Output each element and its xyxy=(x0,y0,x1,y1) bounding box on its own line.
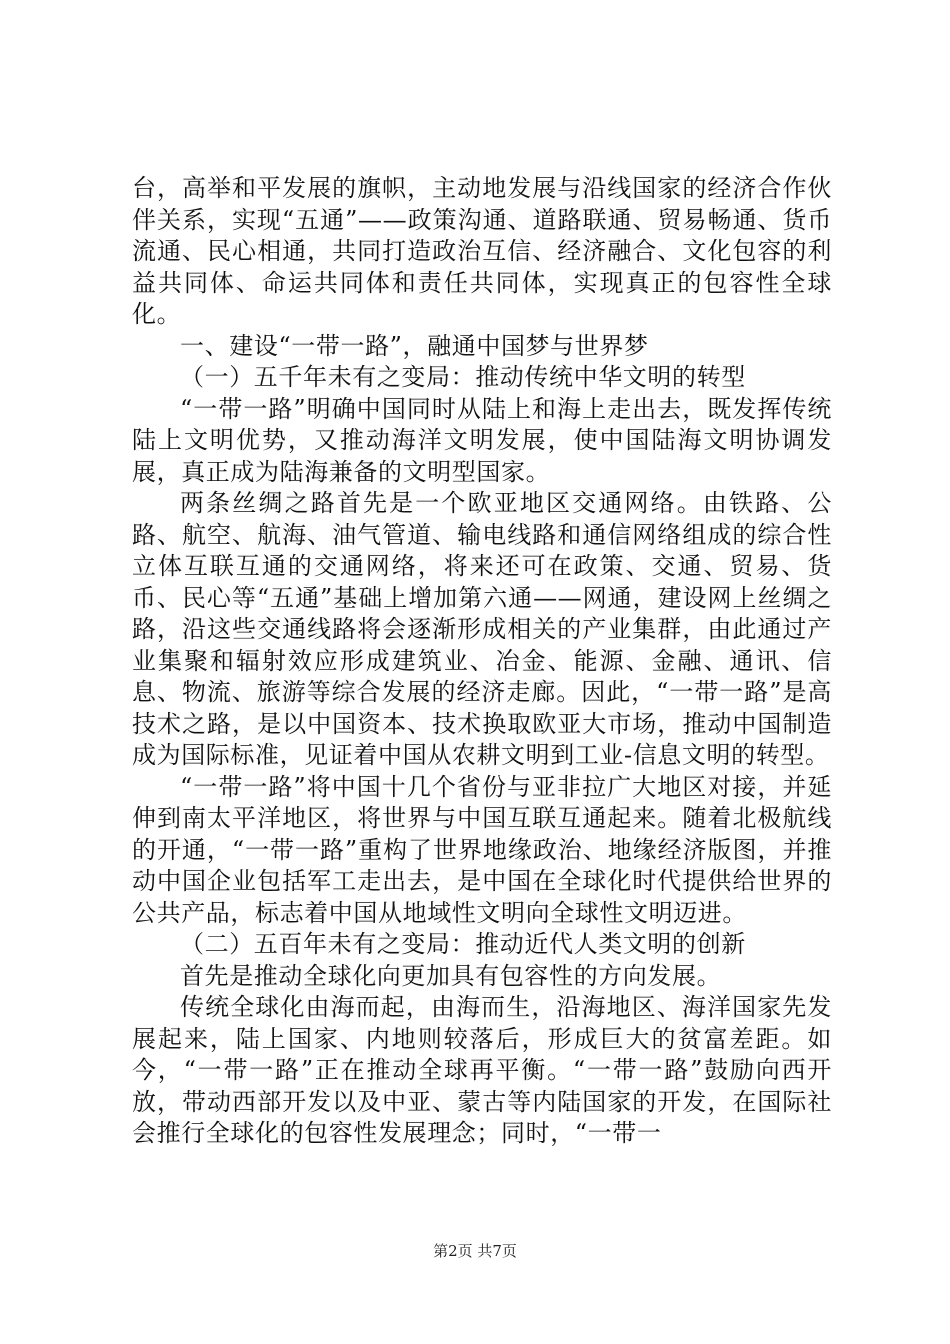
document-body xyxy=(132,173,832,1150)
paragraph: 两条丝绸之路首先是一个欧亚地区交通网络。由铁路、公路、航空、航海、油气管道、输电线路和通信网络组成的综合性立体互联互通的交通网络，将来还可在政策、交通、贸易、货币、民心等“五通”基础上增加第六通——网通，建设网上丝绸之路，沿这些交通线路将会逐渐形成相关的产业集群，由此通过产业集聚和辐射效应形成建筑业、冶金、能源、金融、通讯、信息、物流、旅游等综合发展的经济走廊。因此，“一带一路”是高技术之路，是以中国资本、技术换取欧亚大市场，推动中国制造成为国际标准，见证着中国从农耕文明到工业-信息文明的转型。 xyxy=(132,489,832,769)
section-heading: 一、建设“一带一路”，融通中国梦与世界梦 xyxy=(180,331,649,360)
paragraph: “一带一路”明确中国同时从陆上和海上走出去，既发挥传统陆上文明优势，又推动海洋文明发展，使中国陆海文明协调发展，真正成为陆海兼备的文明型国家。 xyxy=(132,394,832,486)
page-footer: 第2页 共7页 xyxy=(433,1242,517,1260)
paragraph: 传统全球化由海而起，由海而生，沿海地区、海洋国家先发展起来，陆上国家、内地则较落后，形成巨大的贫富差距。如今，“一带一路”正在推动全球再平衡。“一带一路”鼓励向西开放，带动西部开发以及中亚、蒙古等内陆国家的开发，在国际社会推行全球化的包容性发展理念；同时，“一带一 xyxy=(132,993,832,1147)
paragraph: “一带一路”将中国十几个省份与亚非拉广大地区对接，并延伸到南太平洋地区，将世界与中国互联互通起来。随着北极航线的开通，“一带一路”重构了世界地缘政治、地缘经济版图，并推动中国企业包括军工走出去，是中国在全球化时代提供给世界的公共产品，标志着中国从地域性文明向全球性文明迈进。 xyxy=(132,772,832,927)
subsection-heading-1: （一）五千年未有之变局：推动传统中华文明的转型 xyxy=(180,363,746,391)
paragraph: 首先是推动全球化向更加具有包容性的方向发展。 xyxy=(180,961,722,990)
subsection-heading-2: （二）五百年未有之变局：推动近代人类文明的创新 xyxy=(180,930,746,958)
paragraph-continuation: 台，高举和平发展的旗帜，主动地发展与沿线国家的经济合作伙伴关系，实现“五通”——政策沟通、道路联通、贸易畅通、货币流通、民心相通，共同打造政治互信、经济融合、文化包容的利益共同体、命运共同体和责任共同体，实现真正的包容性全球化。 xyxy=(132,174,832,328)
